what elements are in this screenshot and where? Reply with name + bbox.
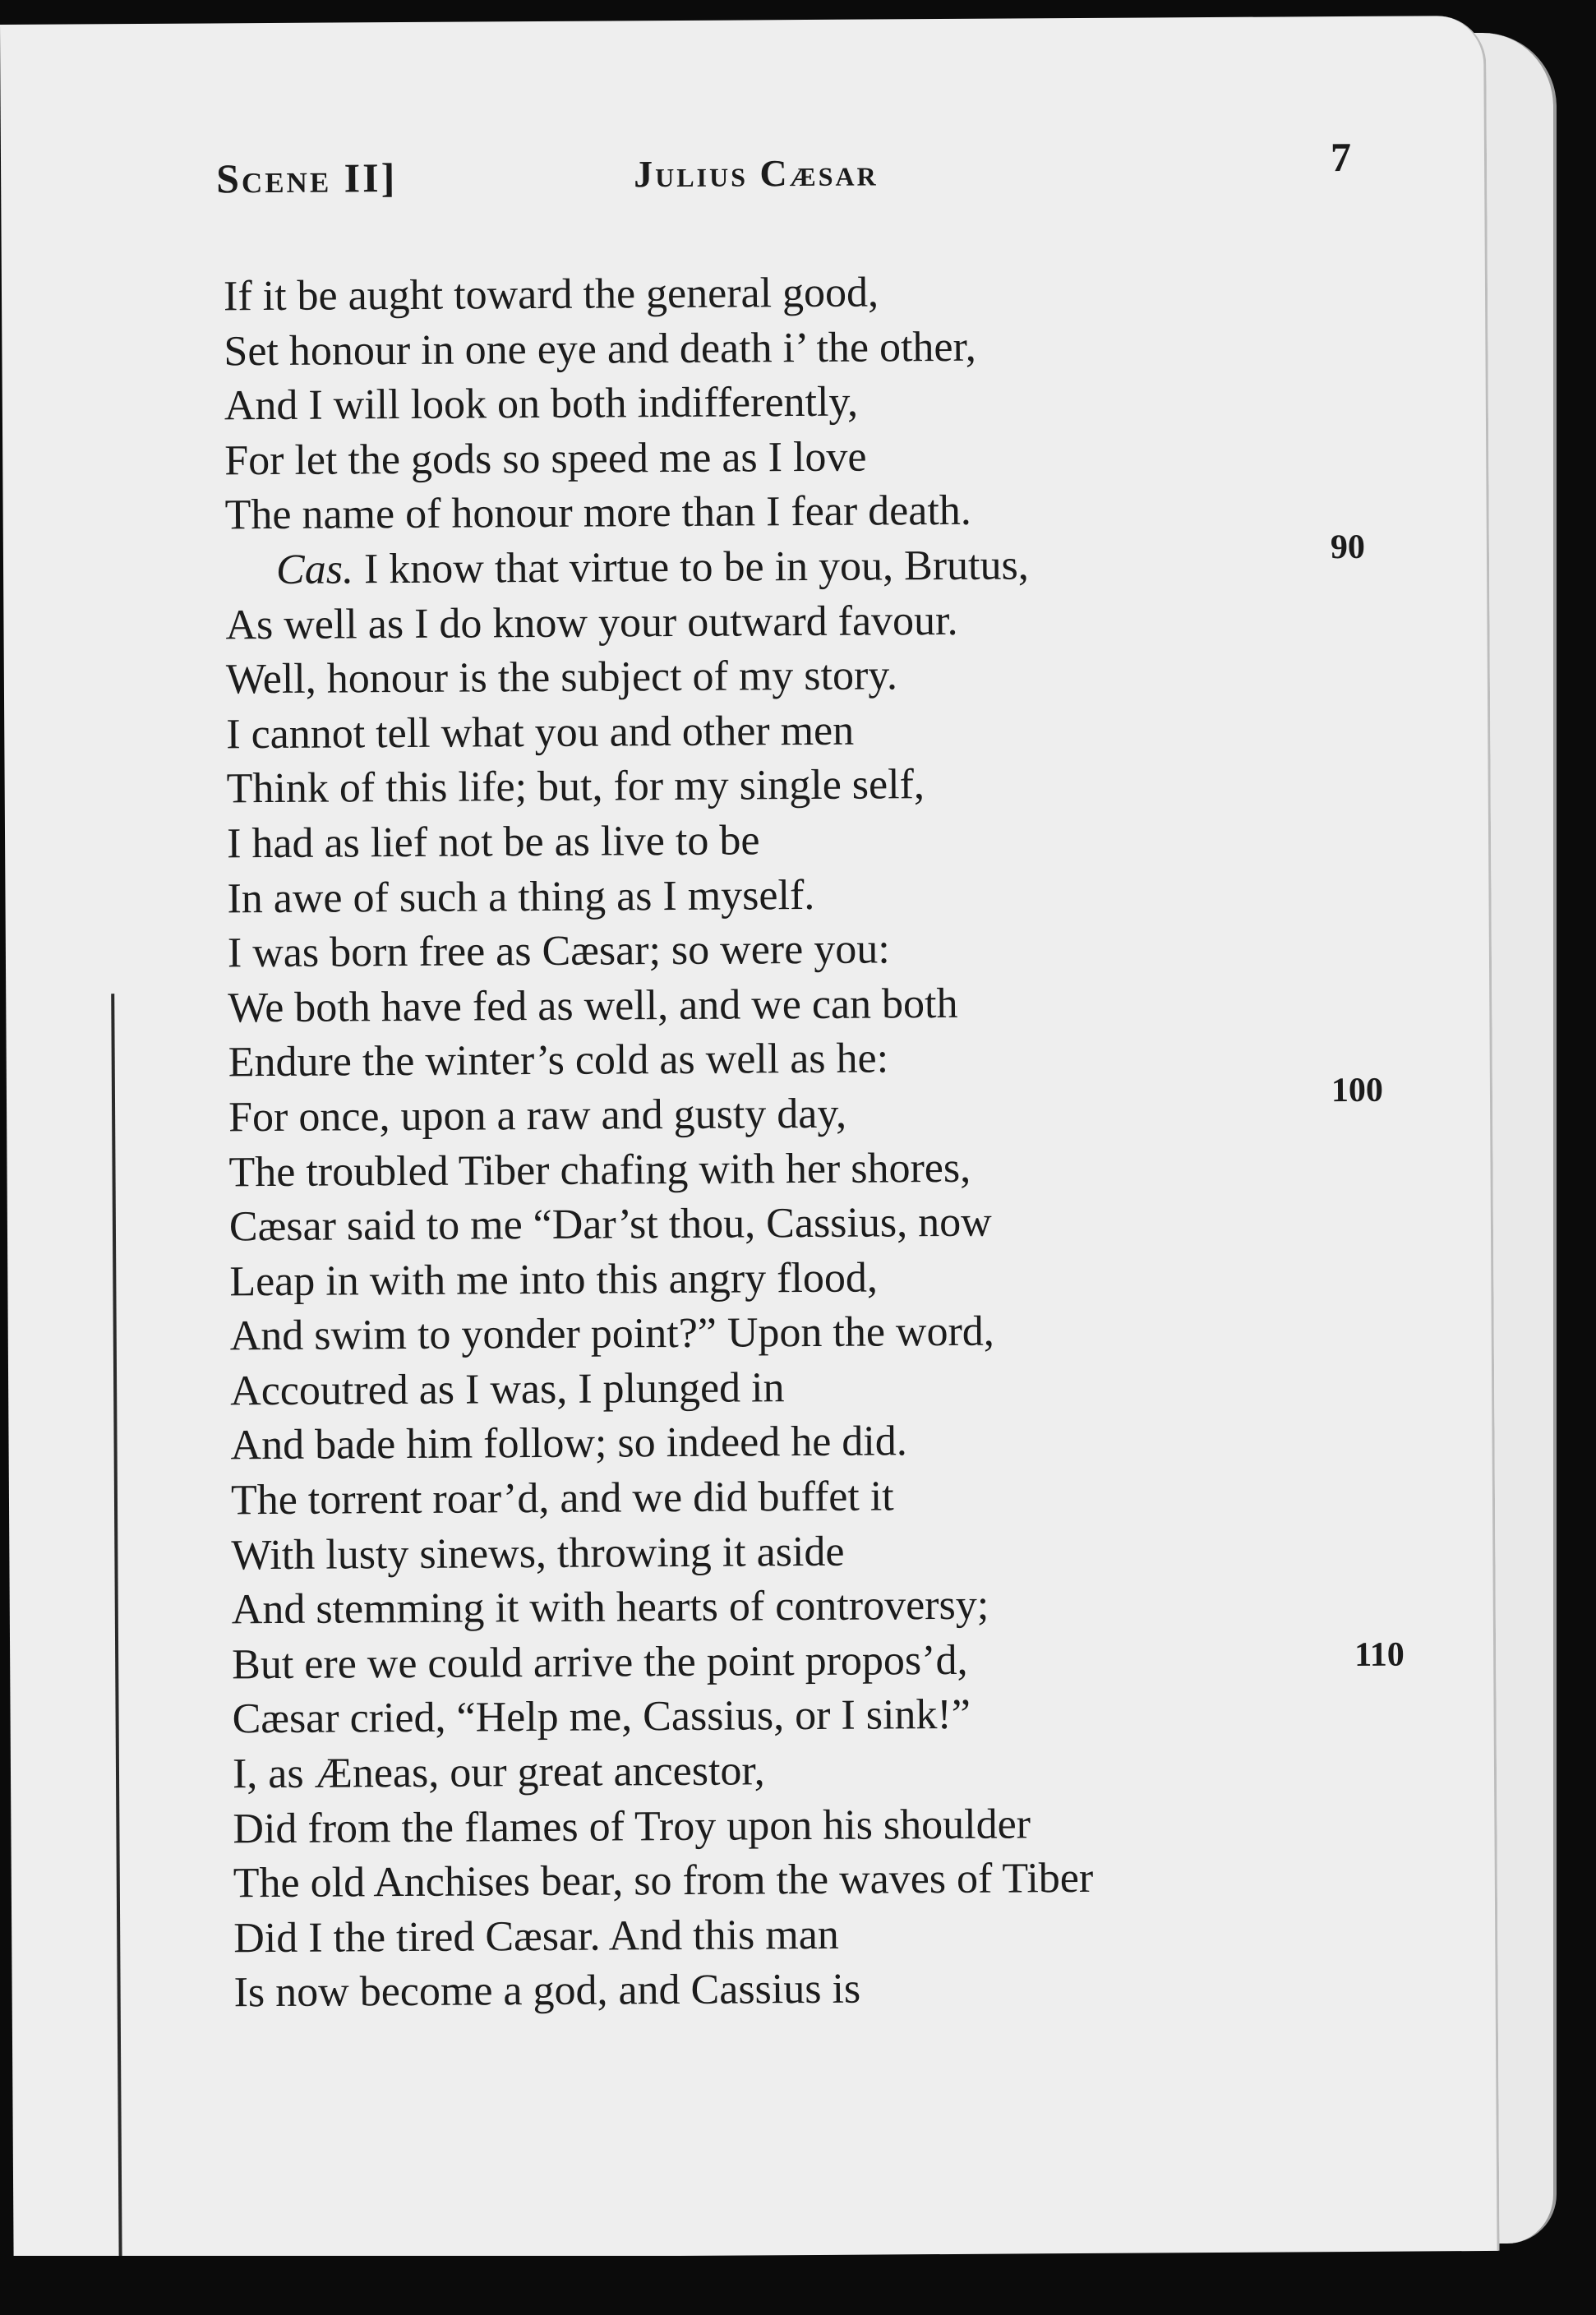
verse-line: With lusty sinews, throwing it aside xyxy=(231,1528,845,1579)
verse-line: The name of honour more than I fear death. xyxy=(224,487,971,539)
verse-line: Leap in with me into this angry flood, xyxy=(229,1254,879,1306)
verse-line: The old Anchises bear, so from the waves of Tiber xyxy=(233,1855,1094,1907)
line-number-90: 90 xyxy=(1330,528,1366,567)
verse-line: If it be aught toward the general good, xyxy=(223,269,879,321)
verse-line: Cæsar cried, “Help me, Cassius, or I sink!” xyxy=(232,1691,971,1743)
verse-line: Did I the tired Cæsar. And this man xyxy=(233,1911,839,1962)
verse-line: And swim to yonder point?” Upon the word, xyxy=(229,1307,995,1360)
verse-line: We both have fed as well, and we can both xyxy=(228,980,958,1032)
verse-line: In awe of such a thing as I myself. xyxy=(227,871,815,922)
book-page xyxy=(0,16,1500,2260)
line-number-100: 100 xyxy=(1331,1071,1384,1110)
verse-line: Well, honour is the subject of my story. xyxy=(225,652,898,703)
speech-first-line: I know that virtue to be in you, Brutus, xyxy=(363,542,1029,593)
verse-line: Accoutred as I was, I plunged in xyxy=(229,1364,785,1415)
verse-line: For let the gods so speed me as I love xyxy=(224,433,867,485)
verse-line: And I will look on both indifferently, xyxy=(224,378,859,430)
page-number: 7 xyxy=(1330,133,1352,181)
scene-heading: Scene II] xyxy=(215,154,398,202)
gutter-rule xyxy=(111,994,122,2284)
scan-bottom-shadow xyxy=(0,2256,1596,2315)
verse-line: Endure the winter’s cold as well as he: xyxy=(228,1035,889,1086)
verse-line: But ere we could arrive the point propos’d, xyxy=(232,1636,968,1689)
verse-line: Think of this life; but, for my single self, xyxy=(226,761,925,813)
running-title: Julius Cæsar xyxy=(633,151,879,196)
verse-line: As well as I do know your outward favour. xyxy=(225,597,958,648)
verse-line: I cannot tell what you and other men xyxy=(226,707,855,759)
verse-line: Is now become a god, and Cassius is xyxy=(233,1966,861,2017)
speech-opening-line xyxy=(225,537,1376,598)
speaker-name: Cas. xyxy=(275,546,354,593)
verse-line: And stemming it with hearts of controversy; xyxy=(231,1581,989,1634)
verse-line: The torrent roar’d, and we did buffet it xyxy=(230,1473,894,1524)
verse-line: I was born free as Cæsar; so were you: xyxy=(227,925,890,977)
verse-line: And bade him follow; so indeed he did. xyxy=(230,1418,907,1469)
verse-block xyxy=(224,263,1385,2022)
line-number-110: 110 xyxy=(1354,1635,1405,1674)
verse-line: I, as Æneas, our great ancestor, xyxy=(232,1747,765,1798)
verse-line: Cæsar said to me “Dar’st thou, Cassius, now xyxy=(228,1198,992,1251)
verse-line: Did from the flames of Troy upon his shoulder xyxy=(233,1801,1031,1852)
verse-line: For once, upon a raw and gusty day, xyxy=(228,1090,847,1141)
verse-line: I had as lief not be as live to be xyxy=(226,817,760,868)
verse-line: Set honour in one eye and death i’ the other, xyxy=(224,323,976,375)
verse-line: The troubled Tiber chafing with her shores, xyxy=(228,1144,971,1196)
